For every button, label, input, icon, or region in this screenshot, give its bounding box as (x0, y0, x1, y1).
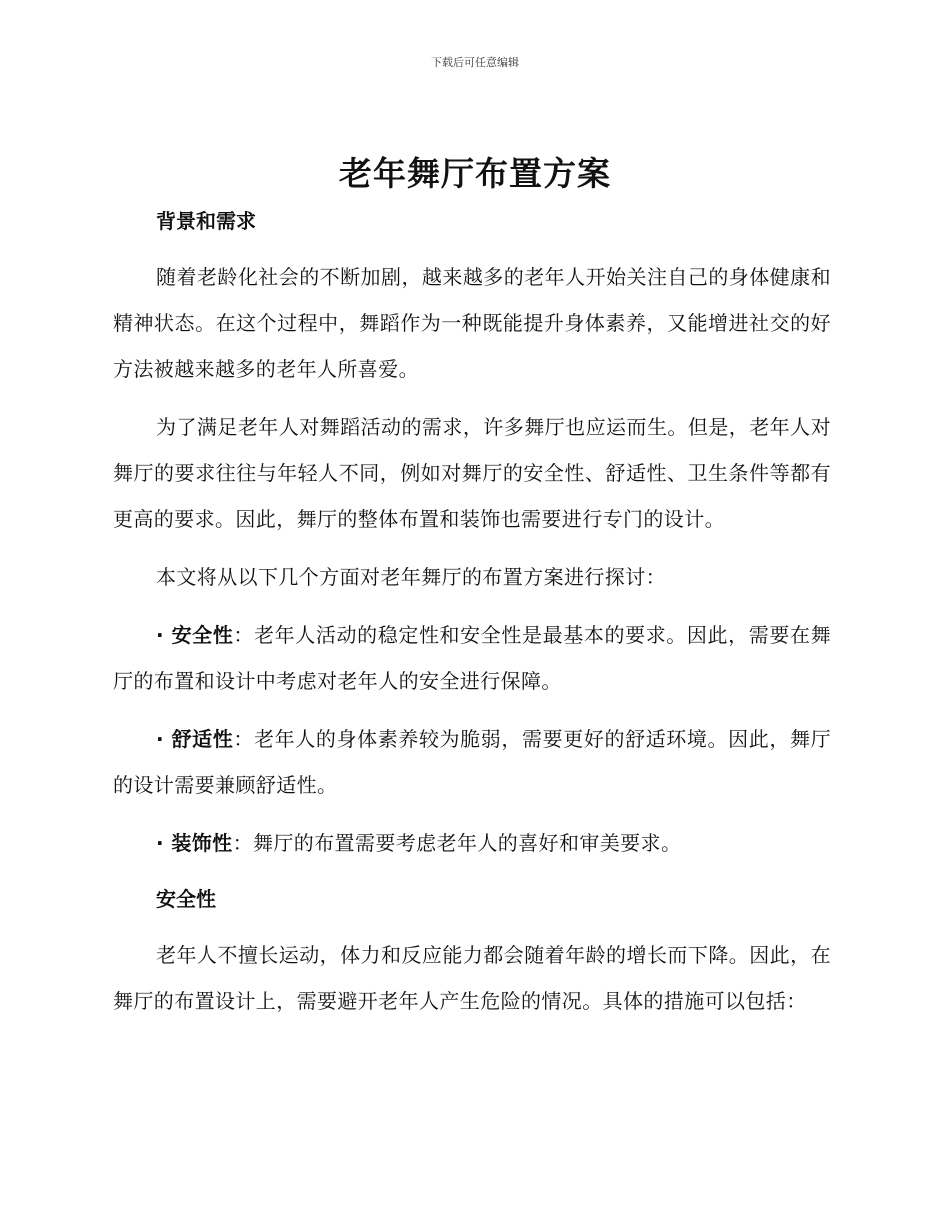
bullet-item-decoration (113, 820, 831, 866)
bullet-item-comfort (113, 716, 831, 808)
paragraph: 随着老龄化社会的不断加剧，越来越多的老年人开始关注自己的身体健康和精神状态。在这个过程中，舞蹈作为一种既能提升身体素养，又能增进社交的好方法被越来越多的老年人所喜爱。 (113, 265, 831, 381)
document-title: 老年舞厅布置方案 (339, 154, 611, 193)
page-header-note: 下载后可任意编辑 (431, 56, 519, 69)
section-heading-safety: 安全性 (156, 887, 216, 911)
bullet-label: · 装饰性 (156, 831, 233, 855)
section-heading-background: 背景和需求 (156, 209, 256, 233)
bullet-text: ：舞厅的布置需要考虑老年人的喜好和审美要求。 (232, 831, 682, 855)
bullet-text: ：老年人活动的稳定性和安全性是最基本的要求。因此，需要在舞厅的布置和设计中考虑对老年人的安全进行保障。 (113, 623, 831, 693)
bullet-item-safety (113, 612, 831, 704)
bullet-text: ：老年人的身体素养较为脆弱，需要更好的舒适环境。因此，舞厅的设计需要兼顾舒适性。 (113, 727, 831, 797)
bullet-label: · 安全性 (156, 623, 234, 647)
paragraph: 为了满足老年人对舞蹈活动的需求，许多舞厅也应运而生。但是，老年人对舞厅的要求往往与年轻人不同，例如对舞厅的安全性、舒适性、卫生条件等都有更高的要求。因此，舞厅的整体布置和装饰也需要进行专门的设计。 (113, 415, 831, 531)
bullet-label: · 舒适性 (156, 727, 234, 751)
paragraph: 老年人不擅长运动，体力和反应能力都会随着年龄的增长而下降。因此，在舞厅的布置设计上，需要避开老年人产生危险的情况。具体的措施可以包括： (113, 943, 831, 1013)
paragraph: 本文将从以下几个方面对老年舞厅的布置方案进行探讨： (156, 565, 666, 589)
document-body (113, 200, 831, 1036)
